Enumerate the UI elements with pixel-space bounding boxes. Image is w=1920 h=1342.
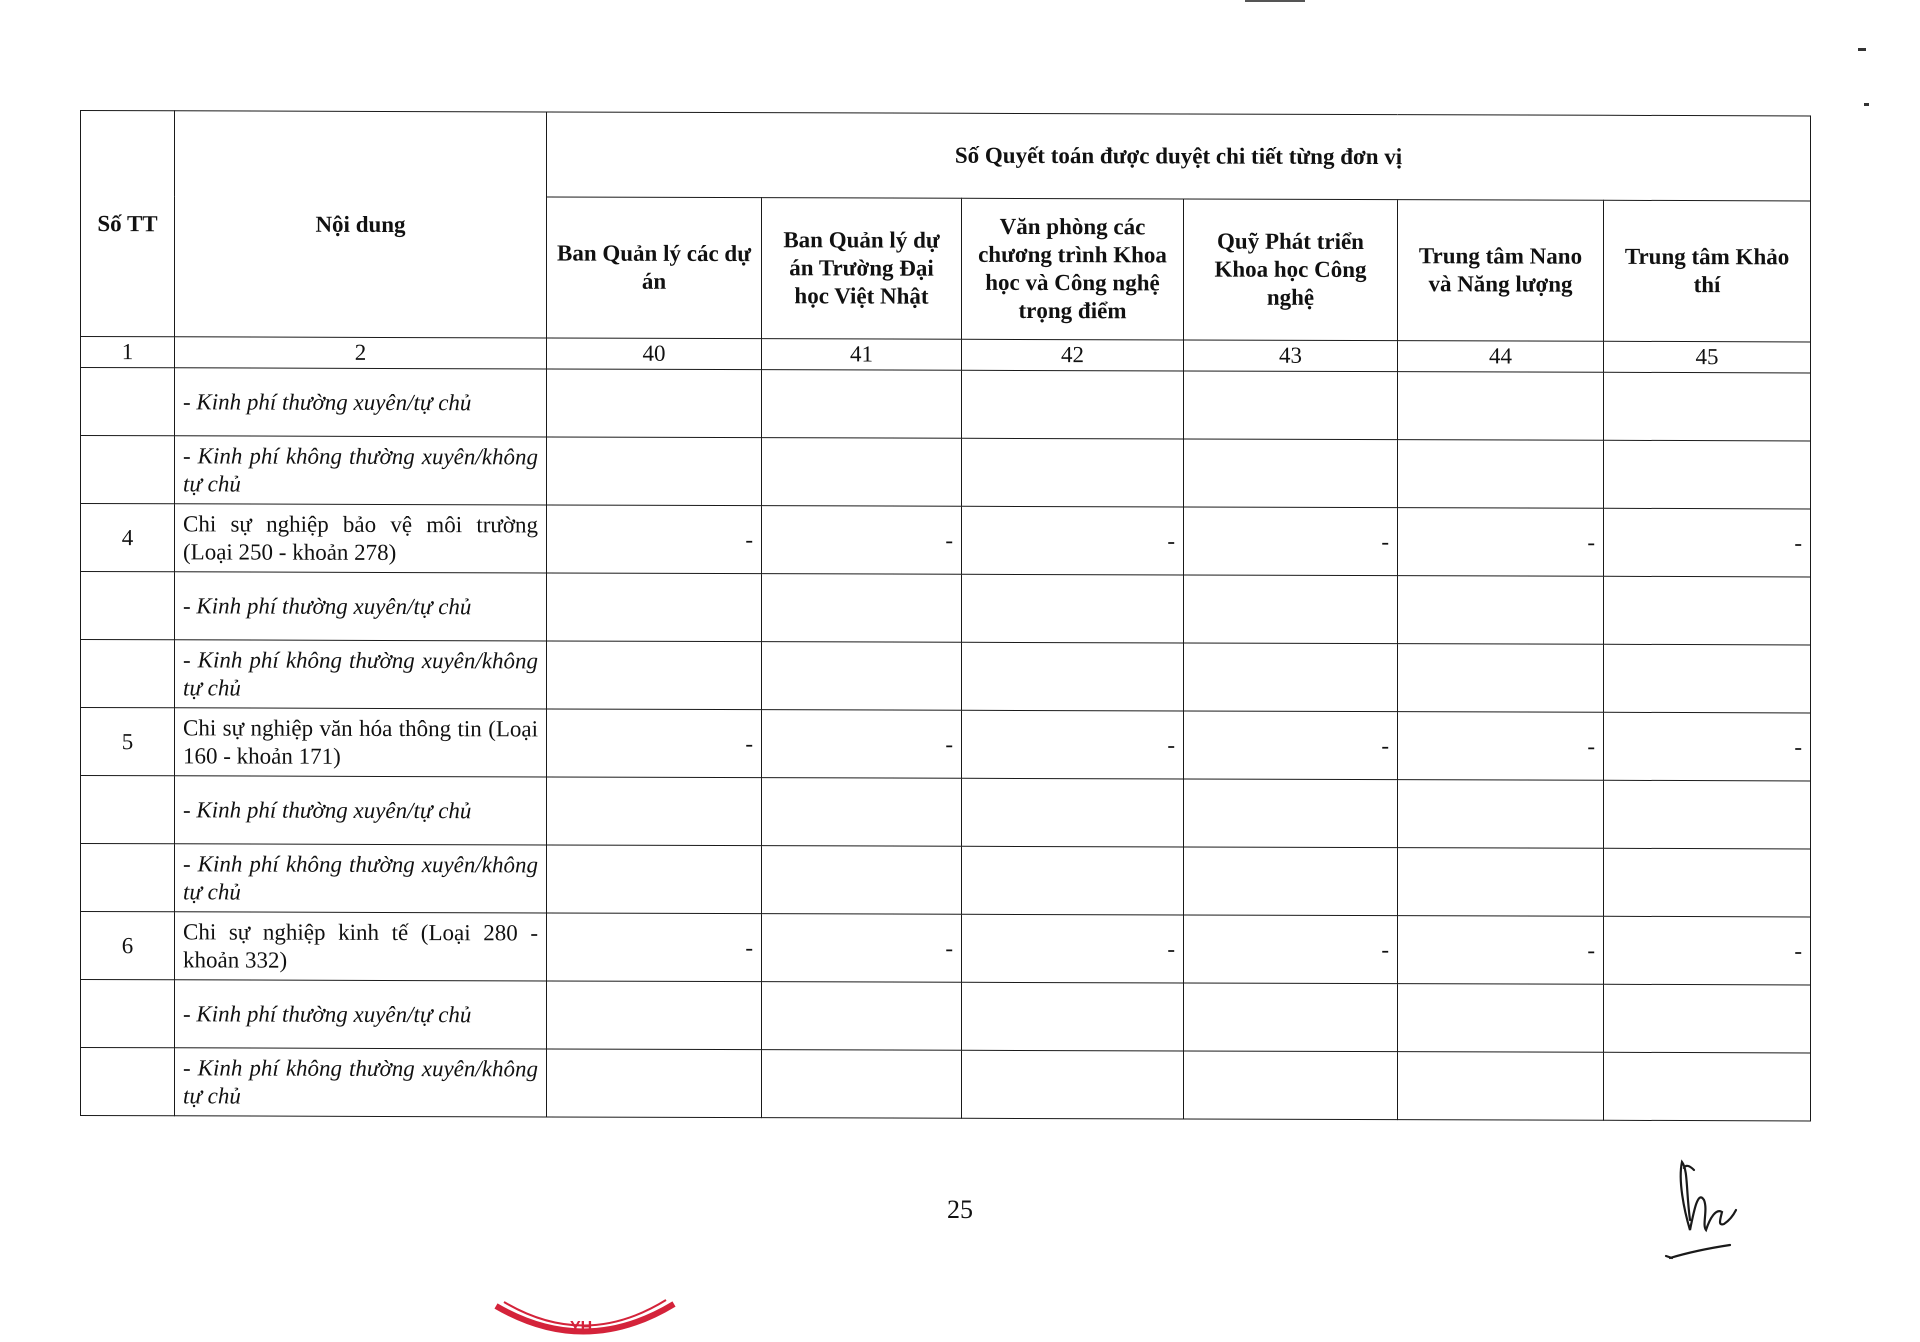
row-value xyxy=(1398,576,1604,645)
row-value xyxy=(762,370,962,439)
row-value: - xyxy=(962,914,1184,983)
row-stt xyxy=(81,1048,175,1116)
table-row xyxy=(81,844,1811,917)
row-stt xyxy=(81,572,175,640)
row-stt xyxy=(81,368,175,436)
scan-edge-mark xyxy=(1864,103,1869,106)
row-value xyxy=(962,370,1184,439)
column-number: 42 xyxy=(962,339,1184,371)
row-value xyxy=(762,574,962,643)
col-header-content: Nội dung xyxy=(175,111,547,338)
row-value xyxy=(762,778,962,847)
row-value xyxy=(762,1050,962,1119)
row-content: Chi sự nghiệp kinh tế (Loại 280 - khoản 332) xyxy=(175,912,547,981)
row-stt xyxy=(81,436,175,504)
row-value xyxy=(1398,440,1604,509)
row-value: - xyxy=(1184,915,1398,984)
row-stt xyxy=(81,980,175,1048)
row-value xyxy=(1604,440,1811,509)
column-number: 40 xyxy=(547,338,762,370)
row-value: - xyxy=(547,709,762,778)
row-value xyxy=(1604,780,1811,849)
row-value: - xyxy=(762,914,962,983)
row-value xyxy=(962,438,1184,507)
row-value: - xyxy=(1184,711,1398,780)
row-content: Chi sự nghiệp văn hóa thông tin (Loại 160 - khoản 171) xyxy=(175,708,547,777)
row-value xyxy=(1604,848,1811,917)
table-row xyxy=(81,436,1811,509)
row-value: - xyxy=(962,710,1184,779)
row-value: - xyxy=(962,506,1184,575)
row-value xyxy=(762,982,962,1051)
row-value: - xyxy=(1604,916,1811,985)
row-stt: 6 xyxy=(81,912,175,980)
table-row xyxy=(81,1048,1811,1121)
table-row xyxy=(81,504,1811,577)
row-value: - xyxy=(1604,508,1811,577)
table-row xyxy=(81,776,1811,849)
row-value xyxy=(962,642,1184,711)
row-value: - xyxy=(762,710,962,779)
table-row xyxy=(81,708,1811,781)
stamp-text: YH xyxy=(570,1319,593,1336)
row-content: Chi sự nghiệp bảo vệ môi trường (Loại 250 - khoản 278) xyxy=(175,504,547,573)
row-value: - xyxy=(1398,916,1604,985)
row-stt: 5 xyxy=(81,708,175,776)
red-stamp xyxy=(490,1298,680,1342)
row-value: - xyxy=(1184,507,1398,576)
row-value xyxy=(1604,372,1811,441)
row-value xyxy=(547,369,762,438)
row-value xyxy=(1398,780,1604,849)
row-value xyxy=(1398,644,1604,713)
row-value xyxy=(1398,1052,1604,1121)
col-header-unit: Văn phòng các chương trình Khoa học và Công nghệ trọng điểm xyxy=(962,198,1184,340)
row-content: - Kinh phí không thường xuyên/không tự chủ xyxy=(175,436,547,505)
row-value xyxy=(547,641,762,710)
row-stt xyxy=(81,844,175,912)
row-value: - xyxy=(547,505,762,574)
row-value xyxy=(1604,644,1811,713)
row-value xyxy=(547,777,762,846)
row-value: - xyxy=(762,506,962,575)
row-value xyxy=(762,846,962,915)
row-value xyxy=(1184,847,1398,916)
column-number: 43 xyxy=(1184,340,1398,372)
row-value xyxy=(1604,984,1811,1053)
row-value xyxy=(1184,779,1398,848)
table-header xyxy=(81,111,1811,342)
column-number: 1 xyxy=(81,337,175,368)
table-row xyxy=(81,368,1811,441)
row-content: - Kinh phí thường xuyên/tự chủ xyxy=(175,572,547,641)
col-header-unit: Trung tâm Nano và Năng lượng xyxy=(1398,200,1604,342)
row-value xyxy=(762,642,962,711)
scan-top-mark xyxy=(1245,0,1305,2)
col-header-stt: Số TT xyxy=(81,111,175,337)
col-header-unit: Ban Quản lý dự án Trường Đại học Việt Nhật xyxy=(762,198,962,340)
scan-edge-mark xyxy=(1858,48,1866,51)
col-header-unit: Quỹ Phát triển Khoa học Công nghệ xyxy=(1184,199,1398,341)
row-value xyxy=(1184,643,1398,712)
row-value: - xyxy=(547,913,762,982)
signature-mark xyxy=(1660,1150,1740,1260)
row-value xyxy=(1604,1052,1811,1121)
row-value xyxy=(1604,576,1811,645)
row-value xyxy=(547,1049,762,1118)
column-number: 45 xyxy=(1604,341,1811,373)
row-stt xyxy=(81,776,175,844)
row-value xyxy=(962,778,1184,847)
table-body xyxy=(81,337,1811,1121)
table-row xyxy=(81,980,1811,1053)
row-value xyxy=(547,573,762,642)
row-content: - Kinh phí thường xuyên/tự chủ xyxy=(175,368,547,437)
row-value xyxy=(1398,848,1604,917)
row-value xyxy=(962,982,1184,1051)
row-value xyxy=(1184,371,1398,440)
table-row xyxy=(81,912,1811,985)
col-header-unit: Trung tâm Khảo thí xyxy=(1604,200,1811,342)
page-number: 25 xyxy=(947,1195,973,1224)
column-number: 44 xyxy=(1398,341,1604,373)
row-value xyxy=(547,437,762,506)
column-number: 2 xyxy=(175,337,547,369)
row-value xyxy=(1184,575,1398,644)
row-value xyxy=(962,1050,1184,1119)
row-stt: 4 xyxy=(81,504,175,572)
row-content: - Kinh phí không thường xuyên/không tự chủ xyxy=(175,1048,547,1117)
settlement-table xyxy=(80,110,1811,1121)
group-header-approved-settlement: Số Quyết toán được duyệt chi tiết từng đơn vị xyxy=(547,112,1811,201)
row-value xyxy=(962,846,1184,915)
row-content: - Kinh phí không thường xuyên/không tự chủ xyxy=(175,640,547,709)
row-value xyxy=(547,981,762,1050)
table-row xyxy=(81,640,1811,713)
row-value xyxy=(1398,984,1604,1053)
row-value xyxy=(1184,1051,1398,1120)
row-value xyxy=(547,845,762,914)
row-value xyxy=(962,574,1184,643)
row-content: - Kinh phí không thường xuyên/không tự chủ xyxy=(175,844,547,913)
row-value: - xyxy=(1398,508,1604,577)
table-row xyxy=(81,572,1811,645)
row-value xyxy=(1398,372,1604,441)
row-content: - Kinh phí thường xuyên/tự chủ xyxy=(175,980,547,1049)
row-value xyxy=(1184,983,1398,1052)
row-value: - xyxy=(1398,712,1604,781)
row-value: - xyxy=(1604,712,1811,781)
row-value xyxy=(762,438,962,507)
row-stt xyxy=(81,640,175,708)
column-number: 41 xyxy=(762,339,962,371)
row-value xyxy=(1184,439,1398,508)
row-content: - Kinh phí thường xuyên/tự chủ xyxy=(175,776,547,845)
col-header-unit: Ban Quản lý các dự án xyxy=(547,197,762,339)
